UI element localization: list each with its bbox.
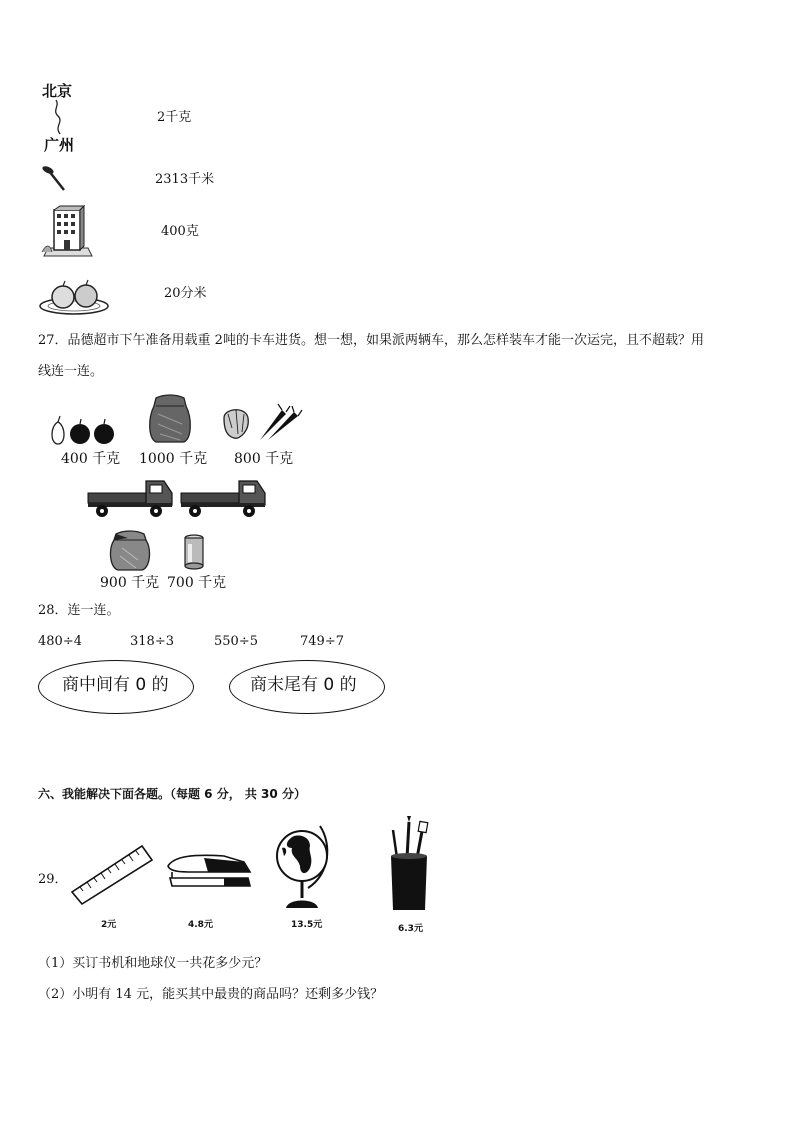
price-globe: 13.5元 xyxy=(291,920,323,930)
map-route-icon xyxy=(44,98,84,138)
truck-icon-1 xyxy=(86,475,176,519)
pen-holder-icon xyxy=(385,816,433,914)
oval-end-zero-label: 商末尾有 0 的 xyxy=(250,675,357,695)
goods-400kg-label: 400 千克 xyxy=(61,451,121,467)
fruits-icon xyxy=(46,414,120,446)
goods-1000kg-label: 1000 千克 xyxy=(139,451,208,467)
expression-480-div-4: 480÷4 xyxy=(38,634,82,649)
map-label-guangzhou: 广州 xyxy=(44,136,75,154)
q27-text-line2: 线连一连。 xyxy=(38,364,104,379)
map-label-beijing: 北京 xyxy=(42,82,73,100)
price-stapler: 4.8元 xyxy=(188,920,213,930)
oval-middle-zero-label: 商中间有 0 的 xyxy=(62,675,169,695)
q29-number: 29． xyxy=(38,872,68,887)
goods-700kg-label: 700 千克 xyxy=(167,575,227,591)
globe-icon xyxy=(274,818,330,914)
goods-900kg-label: 900 千克 xyxy=(100,575,160,591)
bag-icon xyxy=(108,530,152,572)
stapler-icon xyxy=(164,850,254,894)
truck-icon-2 xyxy=(179,475,269,519)
q27-text-line1: 27．品德超市下午准备用载重 2吨的卡车进货。想一想，如果派两辆车，那么怎样装车才能一次运完，且不超载？用 xyxy=(38,333,704,348)
price-ruler: 2元 xyxy=(101,920,117,930)
value-400g: 400克 xyxy=(161,224,199,239)
section-6-title: 六、我能解决下面各题。（每题 6 分， 共 30 分） xyxy=(38,787,306,801)
value-2kg: 2千克 xyxy=(157,110,192,125)
vegetables-icon xyxy=(220,404,302,444)
building-icon xyxy=(40,204,96,258)
value-2313km: 2313千米 xyxy=(155,172,215,187)
nail-icon xyxy=(40,164,70,192)
value-20dm: 20分米 xyxy=(164,286,207,301)
ruler-icon xyxy=(70,842,154,906)
q28-title: 28．连一连。 xyxy=(38,603,120,618)
expression-550-div-5: 550÷5 xyxy=(214,634,258,649)
expression-749-div-7: 749÷7 xyxy=(300,634,344,649)
q29-sub-question-1: （1）买订书机和地球仪一共花多少元？ xyxy=(38,956,268,971)
expression-318-div-3: 318÷3 xyxy=(130,634,174,649)
sack-icon xyxy=(146,394,194,444)
q29-sub-question-2: （2）小明有 14 元，能买其中最贵的商品吗？还剩多少钱？ xyxy=(38,987,384,1002)
price-pen-holder: 6.3元 xyxy=(398,924,423,934)
can-icon xyxy=(182,534,206,570)
goods-800kg-label: 800 千克 xyxy=(234,451,294,467)
apple-plate-icon xyxy=(38,278,110,316)
